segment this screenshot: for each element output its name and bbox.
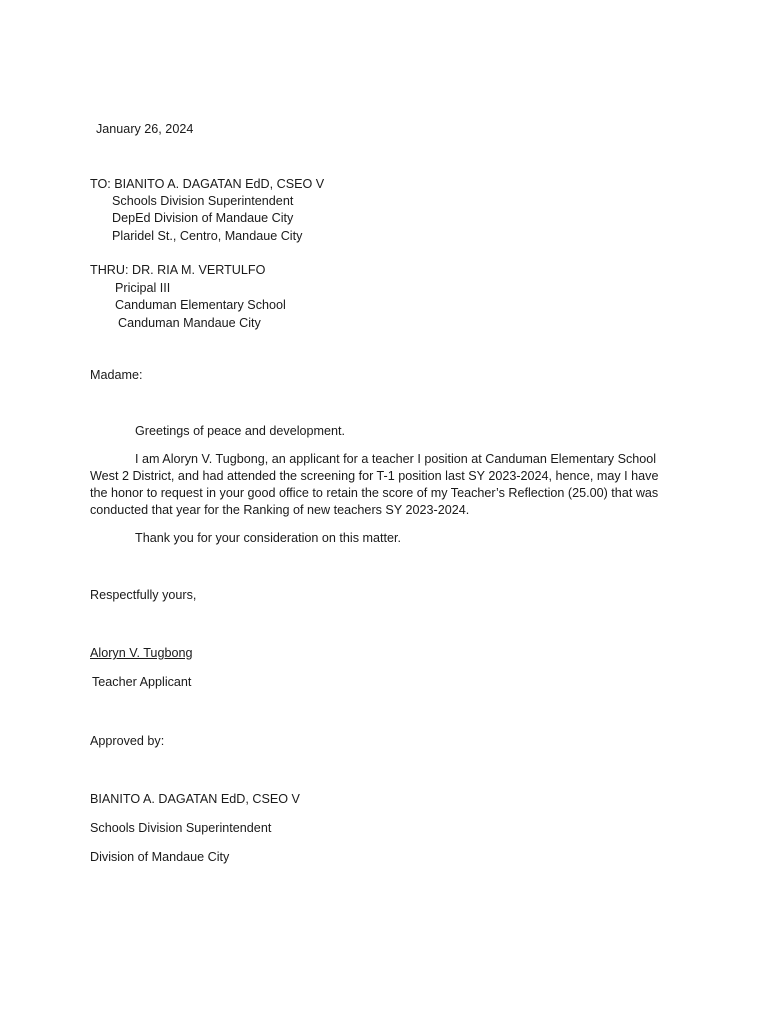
signer-title: Teacher Applicant xyxy=(92,675,192,689)
to-line-2: Schools Division Superintendent xyxy=(112,194,294,208)
to-line-3: DepEd Division of Mandaue City xyxy=(112,211,294,225)
thru-line-2: Pricipal III xyxy=(115,281,171,295)
thru-line-3: Canduman Elementary School xyxy=(115,298,286,312)
closing: Respectfully yours, xyxy=(90,588,197,602)
approver-title: Schools Division Superintendent xyxy=(90,821,272,835)
approval-label: Approved by: xyxy=(90,734,165,748)
main-paragraph: I am Aloryn V. Tugbong, an applicant for a teacher I position at Canduman Elementary School West 2 District, and had attended the screening for T-1 position last SY 2023-2024, hence, may I have the honor to request in your good office to retain the score of my Teacher’s Reflection (25.00) that was conducted that year for the Ranking of new teachers SY 2023-2024. xyxy=(90,452,659,517)
signer-name: Aloryn V. Tugbong xyxy=(90,646,193,660)
thru-line-4: Canduman Mandaue City xyxy=(118,316,261,330)
thanks-paragraph: Thank you for your consideration on this matter. xyxy=(135,531,402,545)
approver-office: Division of Mandaue City xyxy=(90,850,230,864)
to-line-1: TO: BIANITO A. DAGATAN EdD, CSEO V xyxy=(90,177,325,191)
thru-line-1: THRU: DR. RIA M. VERTULFO xyxy=(90,263,266,277)
approver-name: BIANITO A. DAGATAN EdD, CSEO V xyxy=(90,792,300,806)
to-line-4: Plaridel St., Centro, Mandaue City xyxy=(112,229,303,243)
letter-date: January 26, 2024 xyxy=(96,122,194,136)
salutation: Madame: xyxy=(90,368,143,382)
greeting-paragraph: Greetings of peace and development. xyxy=(135,424,346,438)
